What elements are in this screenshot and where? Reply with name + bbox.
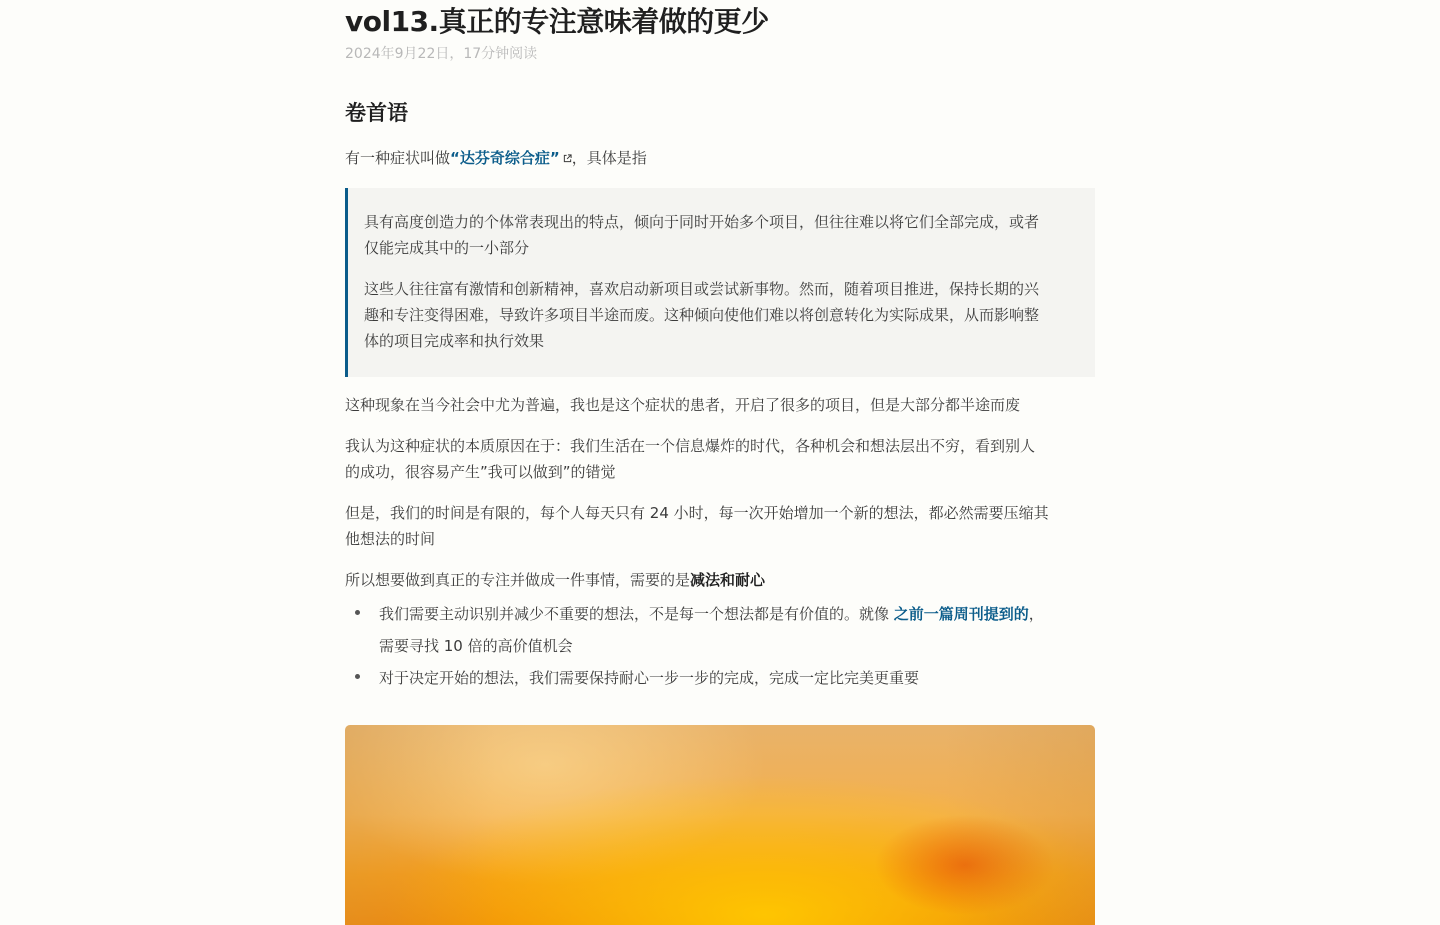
article-meta: 2024年9月22日，17分钟阅读 [345, 46, 538, 62]
intro-text-after: ，具体是指 [571, 149, 647, 167]
list-item-text: 需要寻找 10 倍的高价值机会 [379, 637, 573, 655]
article [345, 0, 1095, 687]
paragraph-3-line: 他想法的时间 [345, 530, 436, 548]
list-item-text: ， [1028, 605, 1044, 623]
previous-issue-link[interactable]: 之前一篇周刊提到的 [893, 605, 1029, 623]
list-item-text: 对于决定开始的想法，我们需要保持耐心一步一步的完成，完成一定比完美更重要 [379, 669, 920, 687]
paragraph-1: 这种现象在当今社会中尤为普遍，我也是这个症状的患者，开启了很多的项目，但是大部分都半途而废 [345, 396, 1021, 414]
paragraph-3-line: 但是，我们的时间是有限的，每个人每天只有 24 小时，每一次开始增加一个新的想法，都必然需要压缩其 [345, 504, 1049, 522]
list-item [345, 598, 1095, 662]
blockquote [345, 188, 1095, 377]
section-heading: 卷首语 [345, 101, 408, 125]
quote-line: 具有高度创造力的个体常表现出的特点，倾向于同时开始多个项目，但往往难以将它们全部完成，或者 [364, 213, 1040, 231]
list-item [345, 662, 1095, 694]
intro-text-before: 有一种症状叫做 [345, 149, 451, 167]
intro-paragraph [345, 145, 1095, 171]
quote-line: 仅能完成其中的一小部分 [364, 239, 530, 257]
quote-line: 趣和专注变得困难，导致许多项目半途而废。这种倾向使他们难以将创意转化为实际成果，从而影响整 [364, 306, 1040, 324]
paragraph-4-emphasis: 减法和耐心 [690, 571, 766, 589]
hero-image [345, 725, 1095, 925]
external-link-icon [563, 154, 572, 163]
paragraph-2-line: 的成功，很容易产生”我可以做到”的错觉 [345, 463, 616, 481]
article-title: vol13.真正的专注意味着做的更少 [345, 5, 769, 38]
quote-line: 体的项目完成率和执行效果 [364, 332, 545, 350]
bullet-list [345, 598, 1095, 694]
da-vinci-syndrome-link-text: “达芬奇综合症” [450, 149, 560, 167]
bullet-dot [355, 674, 360, 679]
paragraph-4-text: 所以想要做到真正的专注并做成一件事情，需要的是 [345, 571, 691, 589]
paragraph-2-line: 我认为这种症状的本质原因在于：我们生活在一个信息爆炸的时代，各种机会和想法层出不穷，看到别人 [345, 437, 1036, 455]
da-vinci-syndrome-link[interactable] [450, 149, 572, 167]
list-item-text: 我们需要主动识别并减少不重要的想法，不是每一个想法都是有价值的。就像 [379, 605, 894, 623]
paragraph-4 [345, 567, 1095, 593]
quote-line: 这些人往往富有激情和创新精神，喜欢启动新项目或尝试新事物。然而，随着项目推进，保持长期的兴 [364, 280, 1040, 298]
bullet-dot [355, 610, 360, 615]
